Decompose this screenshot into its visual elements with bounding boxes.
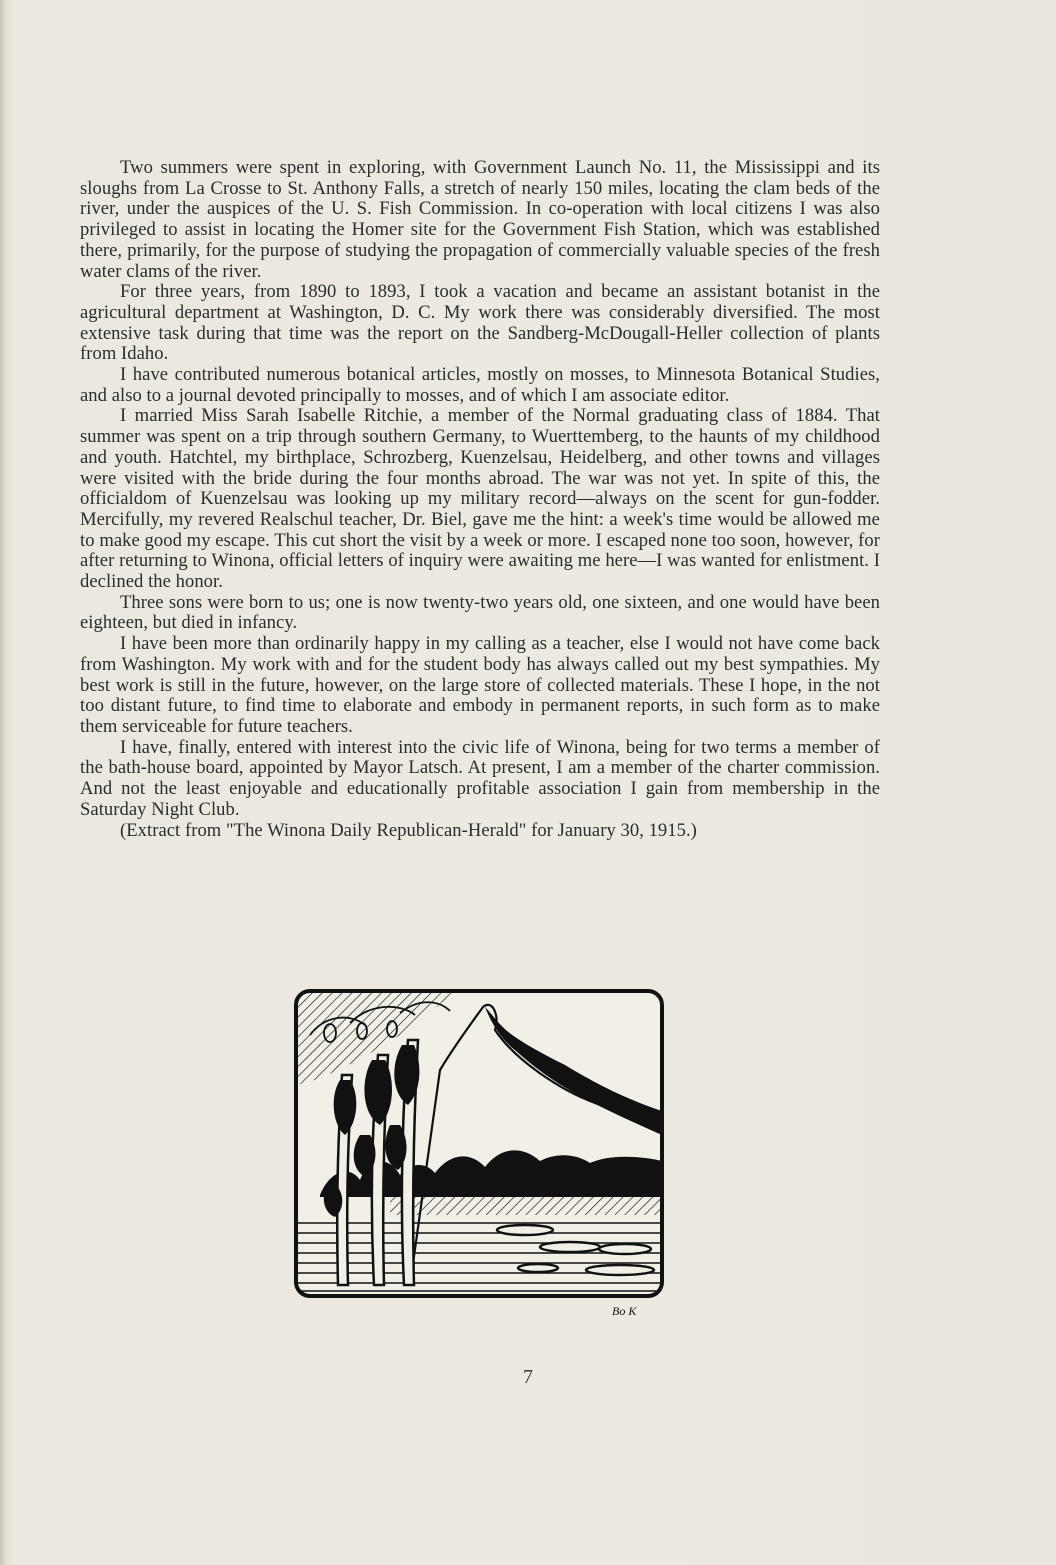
paragraph-civic: I have, finally, entered with interest into the civic life of Winona, being for two terms a member of the bath-house board, appointed by Mayor Latsch. At present, I am a member of the charter commission. And not the least enjoyable and educationally profitable association I gain from membership in the Saturday Night Club. <box>80 736 880 820</box>
paragraph-teaching: I have been more than ordinarily happy in my calling as a teacher, else I would not have come back from Washington. My work with and for the student body has always called out my best sympathies. My best work is still in the future, however, on the large store of collected materials. These I hope, in the not too distant future, to find time to elaborate and embody in permanent reports, in such form as to make them serviceable for future teachers. <box>80 633 880 737</box>
paragraph-marriage: I married Miss Sarah Isabelle Ritchie, a member of the Normal graduating class of 1884. That summer was spent on a trip through southern Germany, to Wuerttemberg, to the haunts of my childhood and youth. Hatchtel, my birthplace, Schrozberg, Kuenzelsau, Heidelberg, and other towns and villages were visited with the bride during the four months abroad. The war was not yet. In spite of this, the officialdom of Kuenzelsau was looking up my military record—always on the scent for gun-fodder. Mercifully, my revered Realschul teacher, Dr. Biel, gave me the hint: a week's time would be allowed me to make good my escape. This cut short the visit by a week or more. I escaped none too soon, however, for after returning to Winona, official letters of inquiry were awaiting me here—I was wanted for enlistment. I declined the honor. <box>80 405 880 593</box>
paragraph-sons: Three sons were born to us; one is now twenty-two years old, one sixteen, and one would have been eighteen, but died in infancy. <box>80 591 880 634</box>
landscape-illustration <box>290 985 670 1320</box>
body-text <box>80 158 880 841</box>
paragraph-exploring: Two summers were spent in exploring, with Government Launch No. 11, the Mississippi and its sloughs from La Crosse to St. Anthony Falls, a stretch of nearly 150 miles, locating the clam beds of the river, under the auspices of the U. S. Fish Commission. In co-operation with local citizens I was also privileged to assist in locating the Homer site for the Government Fish Station, which was established there, primarily, for the purpose of studying the propagation of commercially valuable species of the fresh water clams of the river. <box>80 157 880 282</box>
paragraph-articles: I have contributed numerous botanical articles, mostly on mosses, to Minnesota Botanical Studies, and also to a journal devoted principally to mosses, and of which I am associate editor. <box>80 364 880 406</box>
page-number: 7 <box>523 1366 533 1388</box>
svg-text:Bo K: Bo K <box>612 1304 637 1318</box>
paragraph-botanist: For three years, from 1890 to 1893, I took a vacation and became an assistant botanist in the agricultural department at Washington, D. C. My work there was considerably diversified. The most extensive task during that time was the report on the Sandberg-McDougall-Heller collection of plants from Idaho. <box>80 281 880 365</box>
paragraph-extract-source: (Extract from "The Winona Daily Republican-Herald" for January 30, 1915.) <box>120 819 697 841</box>
binding-edge <box>0 0 7 1565</box>
